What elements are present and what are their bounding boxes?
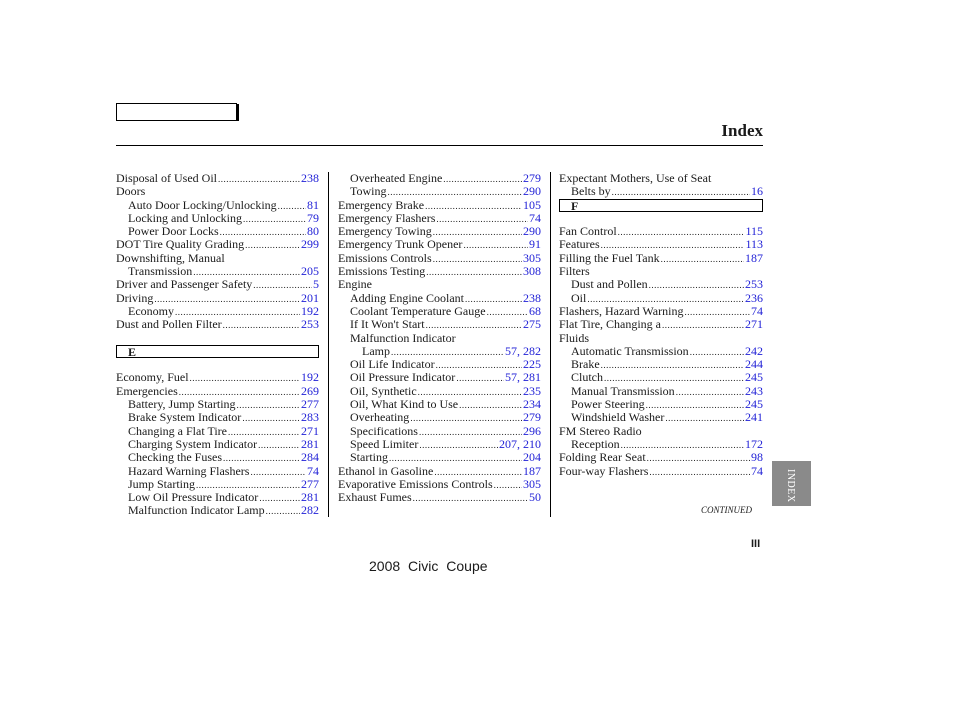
index-entry[interactable]	[338, 358, 541, 371]
index-entry[interactable]	[338, 318, 541, 331]
index-entry[interactable]	[116, 172, 319, 185]
dot-leader	[494, 479, 522, 492]
index-entry[interactable]	[338, 438, 541, 451]
entry-term: Emergency Flashers	[338, 210, 436, 225]
page-reference-link[interactable]: 275	[523, 317, 541, 332]
entry-term: Expectant Mothers, Use of Seat	[559, 171, 712, 185]
index-entry[interactable]	[116, 398, 319, 411]
page-reference-link[interactable]: 205	[301, 264, 319, 279]
index-entry[interactable]	[338, 491, 541, 504]
page-reference-link[interactable]: 81	[307, 197, 319, 212]
page-reference-link[interactable]: 74	[529, 210, 541, 225]
dot-leader	[237, 399, 300, 412]
entry-term: Emergency Trunk Opener	[338, 237, 463, 252]
entry-term: Features	[559, 237, 600, 252]
entry-term: Filters	[559, 264, 590, 279]
dot-leader	[266, 505, 300, 518]
dot-leader	[459, 399, 522, 412]
page-reference-link[interactable]: 238	[523, 290, 541, 305]
index-entry[interactable]	[116, 371, 319, 384]
entry-term: Transmission	[128, 264, 193, 279]
page-reference-link[interactable]: 284	[301, 450, 319, 465]
index-entry[interactable]	[338, 212, 541, 225]
index-entry[interactable]	[559, 305, 763, 318]
entry-term: Economy, Fuel	[116, 370, 189, 385]
index-entry[interactable]	[559, 278, 763, 291]
footer-title: 2008 Civic Coupe	[369, 558, 488, 574]
dot-leader	[154, 293, 300, 306]
page-reference-link[interactable]: 277	[301, 397, 319, 412]
entry-term: Oil, What Kind to Use	[350, 397, 459, 412]
index-side-tab[interactable]	[772, 461, 811, 506]
index-entry	[116, 252, 319, 265]
page-reference-link[interactable]: 238	[301, 171, 319, 185]
page-reference-link[interactable]: 279	[523, 171, 541, 185]
entry-term: Checking the Fuses	[128, 450, 222, 465]
dot-leader	[662, 319, 744, 332]
side-tab-label: INDEX	[785, 469, 796, 503]
page-reference-link[interactable]: 244	[745, 357, 763, 372]
dot-leader	[259, 492, 300, 505]
spacer	[559, 212, 763, 225]
page-reference-link[interactable]: 236	[745, 290, 763, 305]
entry-term: FM Stereo Radio	[559, 423, 642, 438]
index-entry	[338, 332, 541, 345]
page-reference-link[interactable]: 68	[529, 303, 541, 318]
entry-term: Power Steering	[571, 397, 645, 412]
dot-leader	[413, 492, 528, 505]
page-reference-link[interactable]: 50	[529, 490, 541, 505]
page-reference-link[interactable]: 281	[301, 490, 319, 505]
entry-term: Flat Tire, Changing a	[559, 317, 662, 332]
dot-leader	[223, 319, 300, 332]
index-entry	[116, 185, 319, 198]
entry-term: Auto Door Locking/Unlocking	[128, 197, 277, 212]
index-column-3	[559, 172, 763, 478]
spacer	[116, 332, 319, 345]
index-entry[interactable]	[116, 411, 319, 424]
page-reference-link[interactable]: 241	[745, 410, 763, 425]
entry-term: Driving	[116, 290, 154, 305]
index-entry[interactable]	[116, 238, 319, 251]
index-entry[interactable]	[338, 225, 541, 238]
index-entry[interactable]	[559, 451, 763, 464]
entry-term: Changing a Flat Tire	[128, 423, 228, 438]
header-box	[116, 103, 237, 121]
entry-term: Specifications	[350, 423, 418, 438]
entry-term: Ethanol in Gasoline	[338, 463, 434, 478]
dot-leader	[425, 200, 522, 213]
entry-term: Automatic Transmission	[571, 343, 689, 358]
index-entry[interactable]	[559, 292, 763, 305]
page-reference-link[interactable]: 192	[301, 303, 319, 318]
entry-term: Starting	[350, 450, 388, 465]
dot-leader	[243, 213, 306, 226]
entry-term: Emergency Towing	[338, 224, 432, 239]
page-reference-link[interactable]: 245	[745, 370, 763, 385]
page-reference-link[interactable]: 253	[301, 317, 319, 332]
index-entry[interactable]	[116, 265, 319, 278]
page-reference-link[interactable]: 192	[301, 370, 319, 385]
index-entry[interactable]	[116, 199, 319, 212]
entry-term: Oil	[571, 290, 587, 305]
entry-term: Malfunction Indicator	[350, 330, 456, 345]
page-reference-link[interactable]: 243	[745, 383, 763, 398]
entry-term: Fluids	[559, 330, 590, 345]
dot-leader	[649, 466, 750, 479]
index-entry[interactable]	[559, 371, 763, 384]
page-reference-link[interactable]: 74	[307, 463, 319, 478]
dot-leader	[690, 346, 744, 359]
index-entry[interactable]	[116, 305, 319, 318]
page-reference-link[interactable]: 308	[523, 264, 541, 279]
index-entry	[559, 425, 763, 438]
entry-term: Engine	[338, 277, 372, 292]
entry-term: Doors	[116, 184, 146, 199]
dot-leader	[601, 359, 744, 372]
page-reference-link[interactable]: 113	[745, 237, 763, 252]
entry-term: Dust and Pollen Filter	[116, 317, 222, 332]
index-entry[interactable]	[116, 212, 319, 225]
index-entry[interactable]	[338, 398, 541, 411]
index-entry	[559, 172, 763, 185]
entry-term: Oil, Synthetic	[350, 383, 417, 398]
entry-term: Low Oil Pressure Indicator	[128, 490, 259, 505]
column-divider	[550, 172, 551, 517]
page-reference-link[interactable]: 253	[745, 277, 763, 292]
entry-term: Fan Control	[559, 224, 617, 239]
page-reference-link[interactable]: 282	[301, 503, 319, 518]
index-entry[interactable]	[116, 278, 319, 291]
dot-leader	[419, 439, 498, 452]
index-entry[interactable]	[116, 425, 319, 438]
page-reference-link[interactable]: 271	[745, 317, 763, 332]
entry-term: Manual Transmission	[571, 383, 675, 398]
page-reference-link[interactable]: 234	[523, 397, 541, 412]
page-reference-link[interactable]: 105	[523, 197, 541, 212]
entry-term: Malfunction Indicator Lamp	[128, 503, 265, 518]
index-entry[interactable]	[559, 318, 763, 331]
entry-term: Four-way Flashers	[559, 463, 649, 478]
page-reference-link[interactable]: 290	[523, 224, 541, 239]
dot-leader	[463, 239, 528, 252]
index-entry[interactable]	[338, 172, 541, 185]
page-reference-link[interactable]: 245	[745, 397, 763, 412]
dot-leader	[250, 466, 306, 479]
index-column-1	[116, 172, 319, 518]
page-reference-link[interactable]: 242	[745, 343, 763, 358]
index-entry	[559, 265, 763, 278]
entry-term: Economy	[128, 303, 174, 318]
page-reference-link[interactable]: 172	[745, 436, 763, 451]
page-reference-link[interactable]: 225	[523, 357, 541, 372]
dot-leader	[426, 266, 522, 279]
index-entry[interactable]	[116, 292, 319, 305]
entry-term: Oil Life Indicator	[350, 357, 435, 372]
page-reference-link[interactable]: 299	[301, 237, 319, 252]
dot-leader	[612, 186, 750, 199]
page-reference-link[interactable]: 235	[523, 383, 541, 398]
index-entry[interactable]	[559, 398, 763, 411]
entry-term: Flashers, Hazard Warning	[559, 303, 684, 318]
index-entry[interactable]	[338, 305, 541, 318]
entry-term: Emergency Brake	[338, 197, 425, 212]
entry-term: Evaporative Emissions Controls	[338, 476, 493, 491]
entry-term: Charging System Indicator	[128, 436, 258, 451]
entry-term: Belts by	[571, 184, 611, 199]
index-entry[interactable]	[116, 318, 319, 331]
dot-leader	[618, 226, 745, 239]
index-entry[interactable]	[116, 438, 319, 451]
entry-term: Locking and Unlocking	[128, 210, 242, 225]
column-divider	[328, 172, 329, 517]
dot-leader	[258, 439, 300, 452]
entry-term: Jump Starting	[128, 476, 196, 491]
entry-term: Windshield Washer	[571, 410, 665, 425]
index-entry[interactable]	[338, 465, 541, 478]
index-entry[interactable]	[338, 371, 541, 384]
page-reference-link[interactable]: 115	[745, 224, 763, 239]
entry-term: If It Won't Start	[350, 317, 425, 332]
dot-leader	[410, 412, 522, 425]
entry-term: Folding Rear Seat	[559, 450, 646, 465]
page-reference-link[interactable]: 57, 282	[505, 343, 541, 358]
page-reference-link[interactable]: 204	[523, 450, 541, 465]
section-letter-header: F	[559, 199, 763, 212]
page-reference-link[interactable]: 271	[301, 423, 319, 438]
entry-term: Downshifting, Manual	[116, 250, 225, 265]
spacer	[116, 358, 319, 371]
continued-note: CONTINUED	[701, 505, 753, 515]
index-entry[interactable]	[559, 185, 763, 198]
entry-term: Disposal of Used Oil	[116, 171, 217, 185]
index-entry	[559, 332, 763, 345]
index-entry[interactable]	[116, 225, 319, 238]
index-entry[interactable]	[338, 411, 541, 424]
page-reference-link[interactable]: 79	[307, 210, 319, 225]
entry-term: Brake System Indicator	[128, 410, 242, 425]
entry-term: Adding Engine Coolant	[350, 290, 464, 305]
page-number: III	[751, 538, 761, 550]
page-reference-link[interactable]: 207, 210	[499, 436, 541, 451]
dot-leader	[665, 412, 744, 425]
index-entry[interactable]	[559, 252, 763, 265]
entry-term: Overheating	[350, 410, 410, 425]
dot-leader	[647, 452, 750, 465]
index-entry[interactable]	[338, 478, 541, 491]
index-entry[interactable]	[338, 185, 541, 198]
entry-term: Oil Pressure Indicator	[350, 370, 456, 385]
entry-term: Lamp	[362, 343, 390, 358]
page-reference-link[interactable]: 74	[751, 303, 763, 318]
page-reference-link[interactable]: 187	[523, 463, 541, 478]
dot-leader	[278, 200, 306, 213]
page-reference-link[interactable]: 305	[523, 476, 541, 491]
dot-leader	[433, 253, 522, 266]
entry-term: Dust and Pollen	[571, 277, 648, 292]
page-reference-link[interactable]: 283	[301, 410, 319, 425]
dot-leader	[245, 239, 300, 252]
entry-term: Emissions Controls	[338, 250, 432, 265]
index-entry[interactable]	[338, 238, 541, 251]
index-entry[interactable]	[338, 385, 541, 398]
page-reference-link[interactable]: 305	[523, 250, 541, 265]
page-reference-link[interactable]: 290	[523, 184, 541, 199]
entry-term: Power Door Locks	[128, 224, 219, 239]
dot-leader	[649, 279, 744, 292]
page-title: Index	[721, 121, 763, 140]
index-entry[interactable]	[338, 292, 541, 305]
dot-leader	[684, 306, 750, 319]
entry-term: Exhaust Fumes	[338, 490, 412, 505]
dot-leader	[487, 306, 528, 319]
page-reference-link[interactable]: 74	[751, 463, 763, 478]
index-entry[interactable]	[559, 438, 763, 451]
index-entry[interactable]	[116, 478, 319, 491]
page-reference-link[interactable]: 277	[301, 476, 319, 491]
entry-term: Emergencies	[116, 383, 178, 398]
page-reference-link[interactable]: 279	[523, 410, 541, 425]
page-reference-link[interactable]: 57, 281	[505, 370, 541, 385]
index-entry[interactable]	[338, 425, 541, 438]
index-entry[interactable]	[338, 265, 541, 278]
entry-term: Hazard Warning Flashers	[128, 463, 250, 478]
dot-leader	[661, 253, 744, 266]
page-reference-link[interactable]: 201	[301, 290, 319, 305]
page-reference-link[interactable]: 296	[523, 423, 541, 438]
page-reference-link[interactable]: 269	[301, 383, 319, 398]
index-entry	[338, 278, 541, 291]
entry-term: Filling the Fuel Tank	[559, 250, 660, 265]
index-entry[interactable]	[338, 345, 541, 358]
entry-term: Reception	[571, 436, 620, 451]
page-reference-link[interactable]: 187	[745, 250, 763, 265]
entry-term: Driver and Passenger Safety	[116, 277, 253, 292]
entry-term: Battery, Jump Starting	[128, 397, 236, 412]
index-entry[interactable]	[116, 385, 319, 398]
page-reference-link[interactable]: 80	[307, 224, 319, 239]
index-entry[interactable]	[338, 252, 541, 265]
entry-term: DOT Tire Quality Grading	[116, 237, 245, 252]
index-entry[interactable]	[338, 451, 541, 464]
index-entry[interactable]	[116, 504, 319, 517]
entry-term: Speed Limiter	[350, 436, 419, 451]
page-reference-link[interactable]: 98	[751, 450, 763, 465]
dot-leader	[190, 372, 300, 385]
entry-term: Towing	[350, 184, 387, 199]
entry-term: Overheated Engine	[350, 171, 443, 185]
entry-term: Coolant Temperature Gauge	[350, 303, 486, 318]
index-entry[interactable]	[116, 491, 319, 504]
dot-leader	[242, 412, 300, 425]
title-rule	[116, 145, 763, 146]
index-entry[interactable]	[559, 385, 763, 398]
index-entry[interactable]	[559, 238, 763, 251]
dot-leader	[436, 213, 528, 226]
index-entry[interactable]	[559, 465, 763, 478]
entry-term: Clutch	[571, 370, 603, 385]
section-letter-header: E	[116, 345, 319, 358]
page-reference-link[interactable]: 281	[301, 436, 319, 451]
index-entry[interactable]	[559, 411, 763, 424]
index-column-2	[338, 172, 541, 504]
index-entry[interactable]	[338, 199, 541, 212]
index-entry[interactable]	[559, 225, 763, 238]
entry-term: Brake	[571, 357, 600, 372]
index-entry[interactable]	[559, 345, 763, 358]
page-reference-link[interactable]: 91	[529, 237, 541, 252]
entry-term: Emissions Testing	[338, 264, 426, 279]
index-entry[interactable]	[116, 451, 319, 464]
index-entry[interactable]	[559, 358, 763, 371]
dot-leader	[218, 173, 300, 186]
dot-leader	[456, 372, 504, 385]
index-entry[interactable]	[116, 465, 319, 478]
page-reference-link[interactable]: 5	[313, 277, 319, 292]
dot-leader	[676, 386, 744, 399]
page-reference-link[interactable]: 16	[751, 184, 763, 199]
dot-leader	[443, 173, 522, 186]
